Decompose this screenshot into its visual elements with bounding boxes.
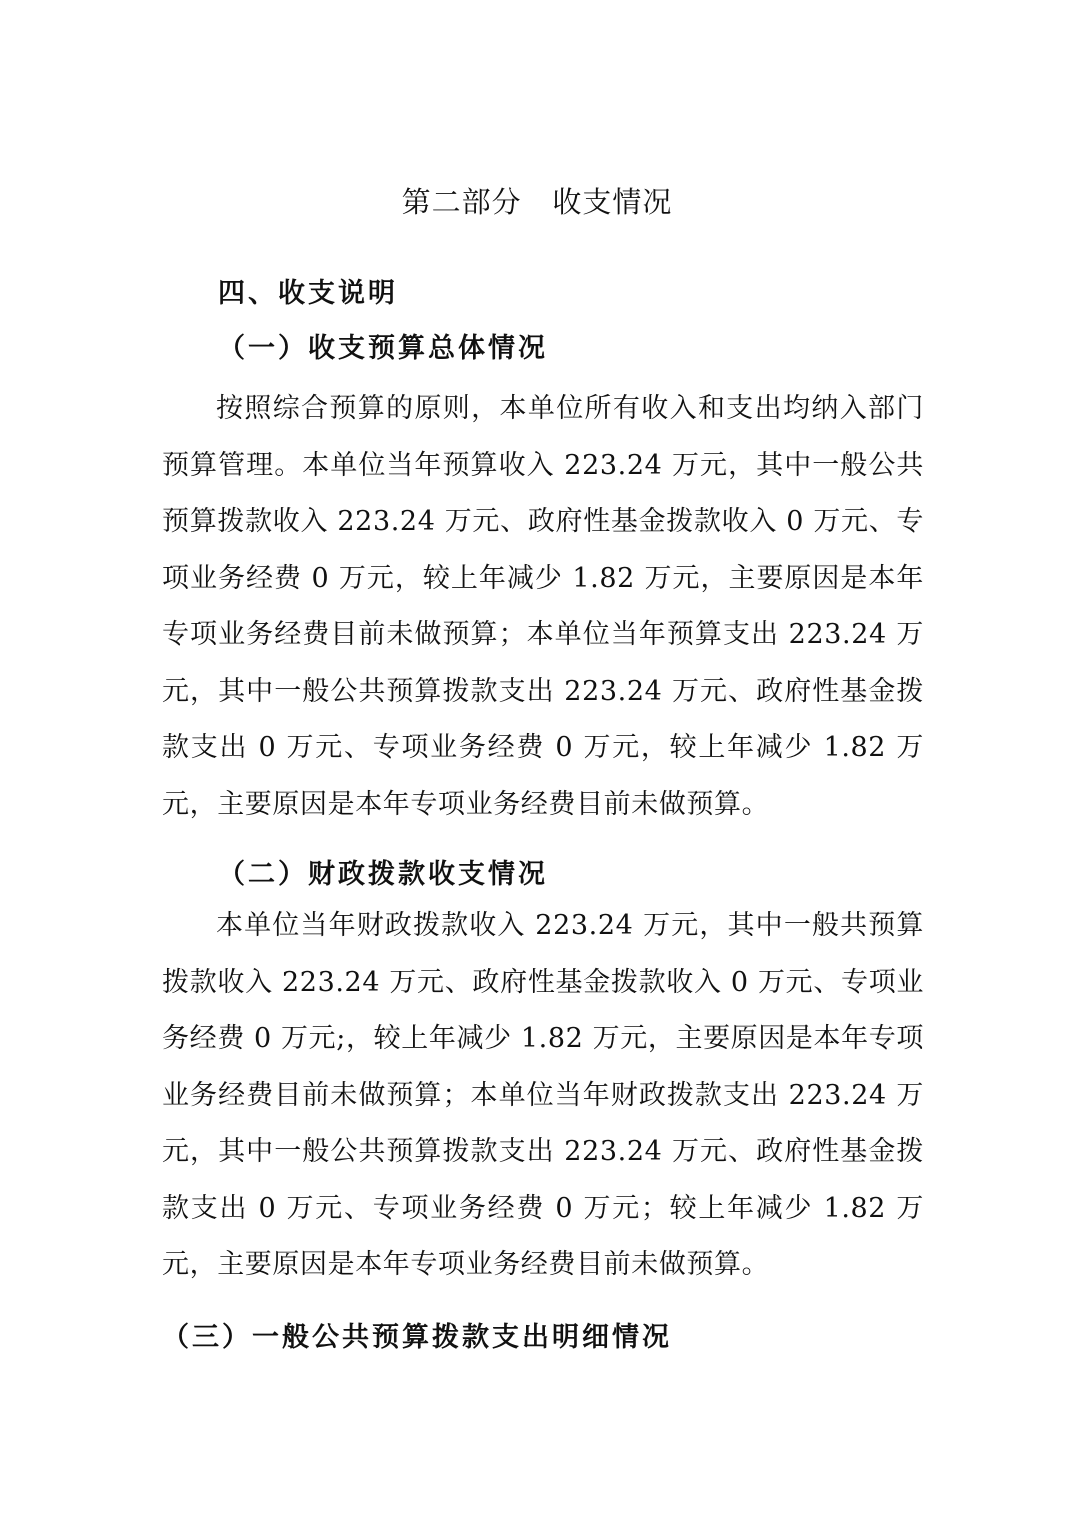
subsection-heading-3: （三）一般公共预算拨款支出明细情况 (162, 1322, 672, 1353)
subsection-heading-1: （一）收支预算总体情况 (218, 333, 548, 364)
paragraph-budget-overview: 按照综合预算的原则，本单位所有收入和支出均纳入部门预算管理。本单位当年预算收入 223.24 万元，其中一般公共预算拨款收入 223.24 万元、政府性基金拨款收入 0 万元、专项业务经费 0 万元，较上年减少 1.82 万元，主要原因是本年专项业务经费目前未做预算；本单位当年预算支出 223.24 万元，其中一般公共预算拨款支出 223.24 万元、政府性基金拨款支出 0 万元、专项业务经费 0 万元，较上年减少 1.82 万元，主要原因是本年专项业务经费目前未做预算。 (162, 393, 924, 820)
part-title: 第二部分 收支情况 (401, 185, 673, 219)
section-heading: 四、收支说明 (218, 278, 398, 309)
subsection-heading-2: （二）财政拨款收支情况 (218, 859, 548, 890)
paragraph-fiscal-appropriation: 本单位当年财政拨款收入 223.24 万元，其中一般共预算拨款收入 223.24 万元、政府性基金拨款收入 0 万元、专项业务经费 0 万元;，较上年减少 1.82 万元，主要原因是本年专项业务经费目前未做预算；本单位当年财政拨款支出 223.24 万元，其中一般公共预算拨款支出 223.24 万元、政府性基金拨款支出 0 万元、专项业务经费 0 万元；较上年减少 1.82 万元，主要原因是本年专项业务经费目前未做预算。 (162, 910, 924, 1280)
